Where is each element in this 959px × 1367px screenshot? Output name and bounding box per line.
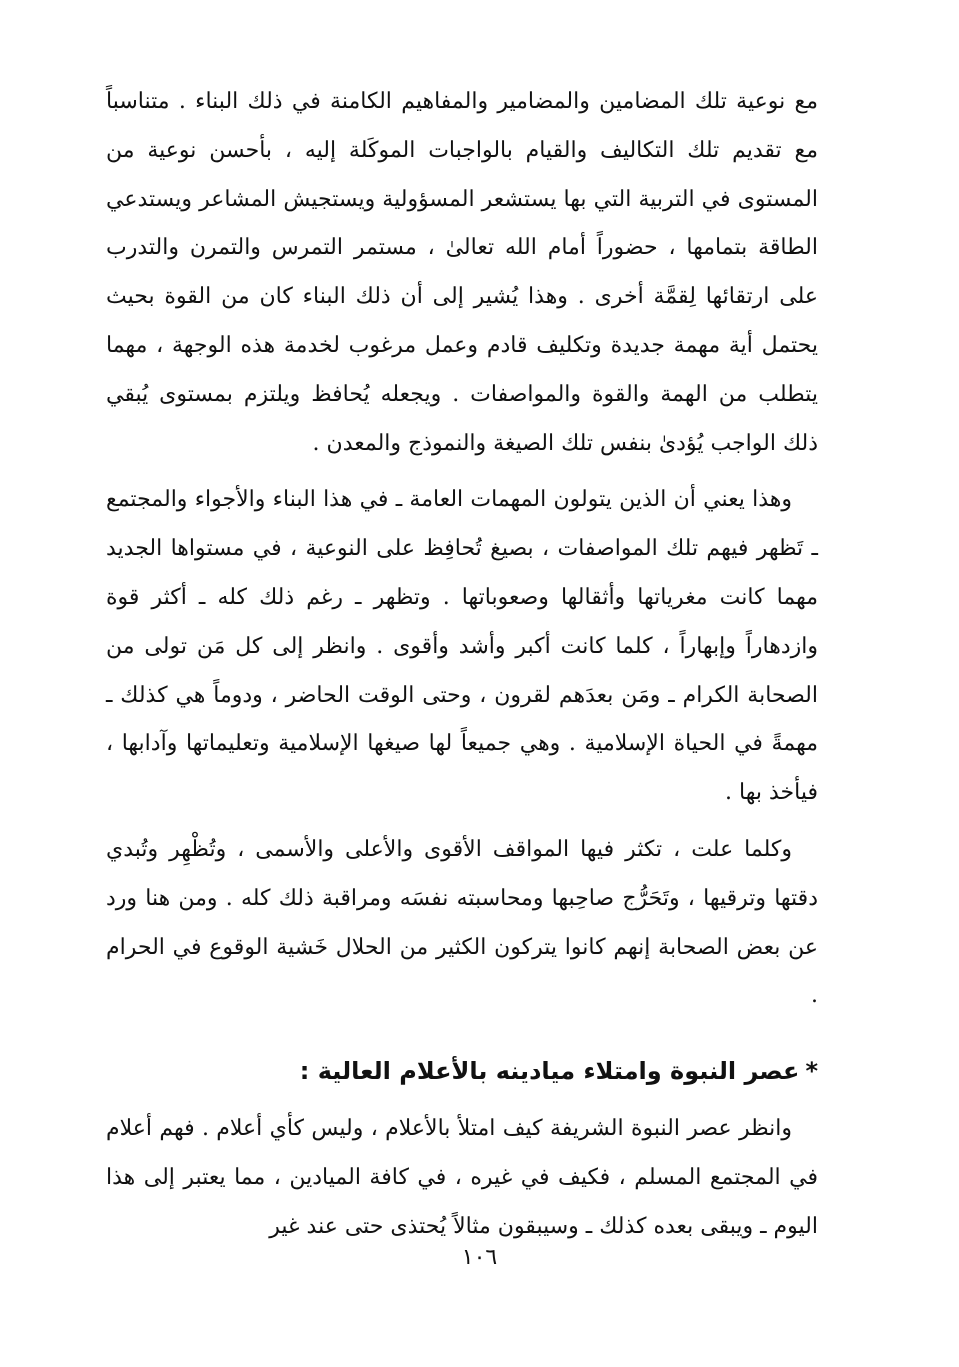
paragraph-3: وكلما علت ، تكثر فيها المواقف الأقوى والأعلى والأسمى ، وتُظْهِر وتُبدي دقتها وترقيها ، وتَحَرُّج صاحِبها ومحاسبته نفسَه ومراقبة ذلك كله . ومن هنا ورد عن بعض الصحابة إنهم كانوا يتركون الكثير من الحلال خَشية الوقوع في الحرام . <box>106 836 818 1009</box>
paragraph-1: مع نوعية تلك المضامين والمضامير والمفاهيم الكامنة في ذلك البناء . متناسباً مع تقديم تلك التكاليف والقيام بالواجبات الموكَلة إليه ، بأحسن نوعية من المستوى في التربية التي بها يستشعر المسؤولية ويستجيش المشاعر ويستدعي الطاقة بتمامها ، حضوراً أمام الله تعالىٰ ، مستمر التمرس والتمرن والتدرب على ارتقائها لِقمَّة أخرى . وهذا يُشير إلى أن ذلك البناء كان من القوة بحيث يحتمل أية مهمة جديدة وتكليف قادم وعمل مرغوب لخدمة هذه الوجهة ، مهما يتطلب من الهمة والقوة والمواصفات . ويجعله يُحافظ ويلتزم بمستوى يُبقي ذلك الواجب يُؤدىٰ بنفس تلك الصيغة والنموذج والمعدن . <box>106 89 818 456</box>
asterisk-icon: * <box>805 1057 818 1086</box>
paragraph-2: وهذا يعني أن الذين يتولون المهمات العامة ـ في هذا البناء والأجواء والمجتمع ـ تَظهر فيهم تلك المواصفات ، بصيغ تُحافِظ على النوعية ، في مستواها الجديد مهما كانت مغرياتها وأثقالها وصعوباتها . وتظهر ـ رغم ذلك كله ـ أكثر قوة وازدهاراً وإبهاراً ، كلما كانت أكبر وأشد وأقوى . وانظر إلى كل مَن تولى من الصحابة الكرام ـ ومَن بعدَهم لقرون ، وحتى الوقت الحاضر ، ودوماً هي كذلك ـ مهمةً في الحياة الإسلامية . وهي جميعاً لها صيغها الإسلامية وتعليماتها وآدابها ، فيأخذ بها . <box>106 487 818 806</box>
page-number: ١٠٦ <box>461 1245 498 1270</box>
section-heading <box>106 1049 818 1093</box>
section-heading-text: عصر النبوة وامتلاء ميادينه بالأعلام العالية : <box>299 1057 800 1086</box>
paragraph-4: وانظر عصر النبوة الشريفة كيف امتلأ بالأعلام ، وليس كأي أعلام . فهم أعلام في المجتمع المسلم ، فكيف في غيره ، في كافة الميادين ، مما يعتبر إلى هذا اليوم ـ ويبقى بعده كذلك ـ وسيبقون مثالاً يُحتذى حتى عند غير <box>106 1116 818 1239</box>
page-body <box>106 78 818 1252</box>
